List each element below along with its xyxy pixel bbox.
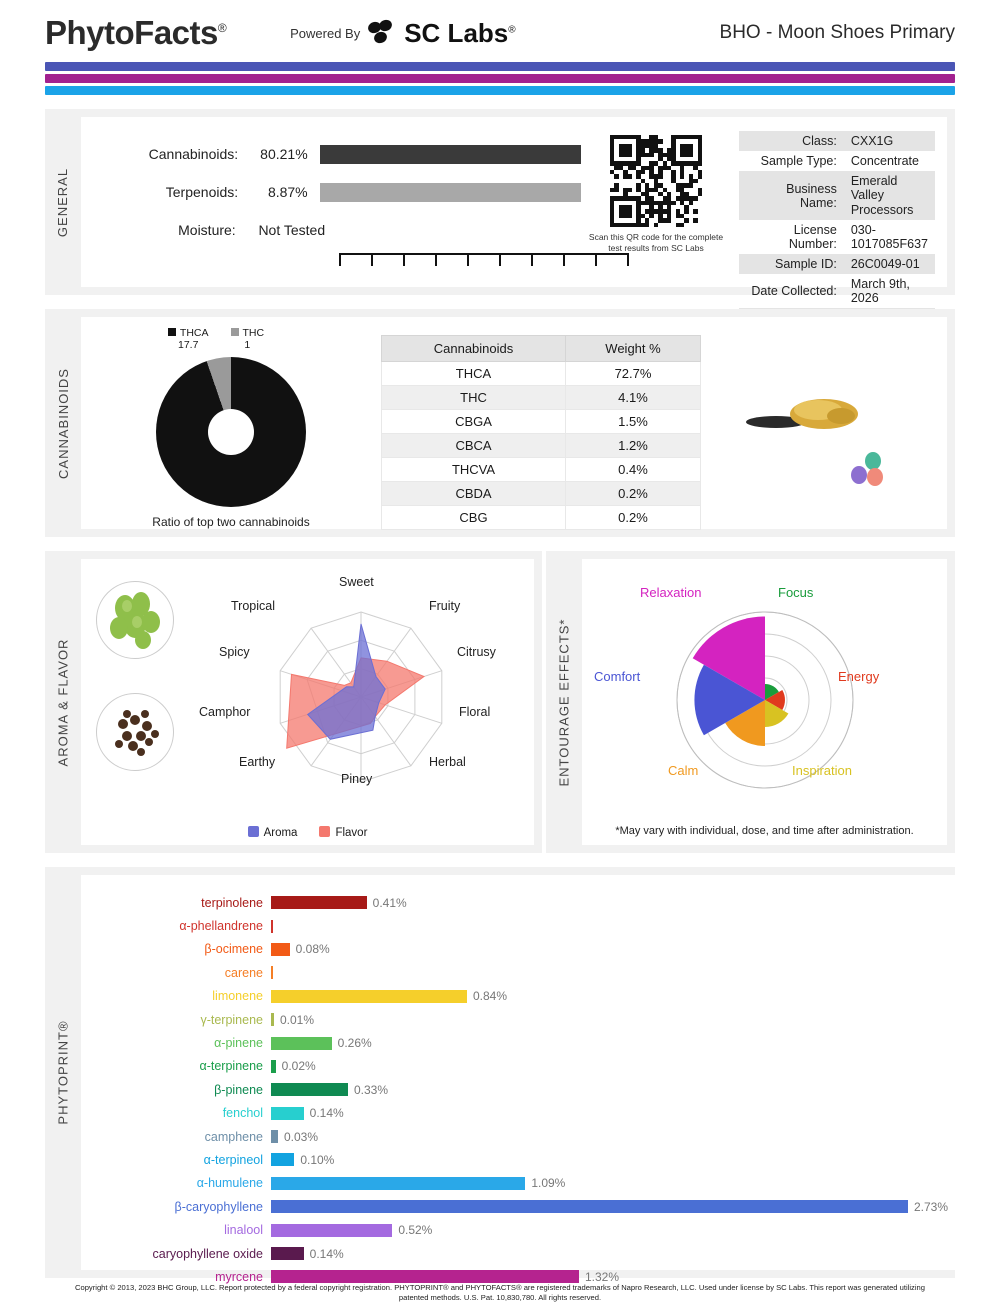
donut-legend-value: 17.7 — [177, 339, 199, 351]
phytoprint-row — [81, 985, 948, 1008]
general-panel-label — [45, 109, 81, 295]
info-key: License Number: — [788, 223, 837, 252]
phytoprint-value-label: 0.14% — [309, 1106, 344, 1121]
phytoprint-row — [81, 961, 948, 984]
entourage-label-inspiration: Inspiration — [792, 763, 852, 778]
cannabinoids-value: 80.21% — [260, 146, 308, 162]
cell-name: CBG — [382, 506, 566, 530]
donut-legend-label: THC — [242, 327, 265, 339]
donut-legend-thca — [168, 327, 209, 351]
stripe-3 — [45, 86, 955, 95]
phytoprint-value-label: 1.09% — [531, 1176, 566, 1191]
cannabinoid-ratio-chart — [81, 317, 381, 529]
color-stripes — [45, 62, 955, 95]
general-panel — [45, 109, 955, 306]
donut-legend — [51, 327, 381, 351]
phytoprint-bar — [271, 943, 290, 956]
cell-value: 72.7% — [566, 362, 701, 386]
phytoprint-bar — [271, 1153, 294, 1166]
phytoprint-bar — [271, 896, 367, 909]
legend-item-flavor — [319, 826, 367, 839]
footer-copyright: Copyright © 2013, 2023 BHC Group, LLC. Report protected by a federal copyright registration. PHYTOPRINT® and PHYTOFACTS® are registered trademarks of Napro Research, LLC. Used under license by SC Labs. This report was generated utilizing patented methods. U.S. Pat. 10,830,780. All rights reserved. — [75, 1282, 925, 1302]
phytoprint-row — [81, 914, 948, 937]
table-row — [739, 274, 935, 308]
cannabinoids-label-text: CANNABINOIDS — [55, 367, 71, 479]
cell-value: 0.2% — [566, 482, 701, 506]
cell-value: 4.1% — [566, 386, 701, 410]
general-bars — [81, 117, 581, 287]
legend-label-aroma: Aroma — [263, 827, 298, 839]
phytoprint-terpene-label: limonene — [212, 989, 263, 1004]
phytoprint-row — [81, 1055, 948, 1078]
phytoprint-terpene-label: α-pinene — [214, 1036, 263, 1051]
phytoprint-terpene-label: γ-terpinene — [200, 1012, 263, 1027]
general-row — [121, 215, 581, 245]
phytoprint-bar — [271, 966, 273, 979]
cannabinoids-table — [381, 335, 701, 530]
phytoprint-row — [81, 1242, 948, 1265]
phytoprint-bar — [271, 1130, 278, 1143]
phytoprint-row — [81, 1172, 948, 1195]
column-header-weight: Weight % — [566, 336, 701, 362]
table-header-row — [382, 336, 701, 362]
phytoprint-row — [81, 1031, 948, 1054]
radar-label-herbal: Herbal — [429, 755, 466, 769]
info-key: Date Collected: — [751, 284, 837, 299]
info-value: CXX1G — [844, 131, 935, 151]
entourage-label-energy: Energy — [838, 669, 880, 684]
phytoprint-bar — [271, 1060, 276, 1073]
entourage-panel-label — [546, 551, 582, 853]
table-row — [382, 410, 701, 434]
sample-info — [731, 117, 947, 306]
phytoprint-bar — [271, 1013, 274, 1026]
phytoprint-panel — [45, 867, 955, 1284]
general-row — [121, 139, 581, 169]
table-row — [382, 506, 701, 530]
donut-caption: Ratio of top two cannabinoids — [152, 515, 310, 529]
aroma-panel-label — [45, 551, 81, 853]
radar-label-floral: Floral — [459, 705, 491, 719]
phytoprint-bar — [271, 1270, 579, 1283]
aroma-radar-chart — [191, 577, 531, 817]
report-header — [45, 0, 955, 52]
radar-label-spicy: Spicy — [219, 645, 250, 659]
donut-legend-value: 1 — [244, 339, 251, 351]
concentrate-dab-image — [746, 392, 876, 434]
phytoprint-value-label: 0.26% — [337, 1036, 372, 1051]
cell-name: THCVA — [382, 458, 566, 482]
aroma-panel — [45, 551, 542, 853]
cannabinoids-bar — [320, 145, 581, 164]
legend-label-flavor: Flavor — [335, 827, 368, 839]
phytoprint-row — [81, 1148, 948, 1171]
phytoprint-bar — [271, 920, 273, 933]
cell-name: CBGA — [382, 410, 566, 434]
table-row — [739, 131, 935, 151]
phytoprint-terpene-label: β-caryophyllene — [174, 1199, 263, 1214]
cannabinoids-bar-wrap — [320, 145, 581, 164]
phytoprint-label-text: PHYTOPRINT® — [55, 1020, 71, 1125]
aroma-legend — [81, 826, 534, 839]
radar-label-tropical: Tropical — [231, 599, 275, 613]
phytoprint-value-label: 0.33% — [354, 1082, 389, 1097]
phytoprint-terpene-label: α-terpinene — [199, 1059, 263, 1074]
radar-label-fruity: Fruity — [429, 599, 461, 613]
donut-legend-label: THCA — [179, 327, 209, 339]
qr-cell — [698, 223, 702, 227]
hops-icon — [97, 582, 174, 659]
info-value: March 9th, 2026 — [850, 277, 910, 306]
terpenoids-label: Terpenoids: — [165, 184, 239, 200]
phytoprint-row — [81, 891, 948, 914]
phytoprint-row — [81, 1102, 948, 1125]
entourage-label-relaxation: Relaxation — [640, 585, 702, 600]
table-row — [739, 171, 935, 220]
color-dots-icon — [851, 452, 891, 486]
info-value: 26C0049-01 — [844, 254, 935, 274]
cell-name: CBCA — [382, 434, 566, 458]
radar-label-earthy: Earthy — [239, 755, 276, 769]
table-row — [382, 362, 701, 386]
general-body — [81, 117, 947, 306]
phytofacts-logo — [45, 14, 226, 52]
phytoprint-terpene-label: myrcene — [215, 1269, 263, 1284]
radar-label-piney: Piney — [341, 772, 373, 786]
phytoprint-value-label: 0.10% — [300, 1152, 335, 1167]
aroma-body — [81, 559, 534, 845]
phytoprint-row — [81, 1008, 948, 1031]
terpenoids-value: 8.87% — [267, 184, 308, 200]
info-key: Class: — [739, 131, 844, 151]
donut-chart — [156, 357, 306, 507]
phytoprint-row — [81, 1218, 948, 1241]
phytoprint-terpene-label: α-phellandrene — [179, 919, 263, 934]
hops-image — [96, 581, 174, 659]
phytoprint-value-label: 0.03% — [284, 1129, 319, 1144]
powered-by-label: Powered By — [290, 25, 361, 41]
peppercorn-image — [96, 693, 174, 771]
cell-value: 0.2% — [566, 506, 701, 530]
sclabs-mark-icon — [368, 20, 398, 46]
cell-name: THCA — [382, 362, 566, 386]
phytoprint-value-label: 0.52% — [398, 1223, 433, 1238]
table-row — [382, 458, 701, 482]
cell-name: CBDA — [382, 482, 566, 506]
table-row — [382, 434, 701, 458]
entourage-label-comfort: Comfort — [594, 669, 641, 684]
entourage-label-calm: Calm — [668, 763, 699, 778]
phytoprint-value-label: 0.14% — [309, 1246, 344, 1261]
sclabs-wordmark — [404, 18, 515, 49]
phytoprint-bar — [271, 1083, 348, 1096]
phytoprint-terpene-label: α-humulene — [196, 1176, 263, 1191]
general-label-text: GENERAL — [55, 167, 71, 237]
product-image-area — [701, 317, 947, 529]
table-row — [739, 254, 935, 274]
info-value: Emerald Valley Processors — [844, 171, 935, 220]
cell-value: 1.5% — [566, 410, 701, 434]
qr-caption: Scan this QR code for the complete test results from SC Labs — [588, 232, 724, 253]
entourage-label-text: ENTOURAGE EFFECTS* — [556, 617, 572, 787]
info-key: Sample ID: — [739, 254, 844, 274]
phytoprint-terpene-label: terpinolene — [201, 895, 263, 910]
phytoprint-bar — [271, 990, 467, 1003]
cannabinoids-body — [81, 317, 947, 529]
phytoprint-bar — [271, 1107, 304, 1120]
legend-item-aroma — [248, 826, 298, 839]
phytoprint-terpene-label: α-terpineol — [203, 1152, 263, 1167]
qr-code[interactable] — [610, 135, 702, 227]
cell-value: 0.4% — [566, 458, 701, 482]
cannabinoids-table-wrap — [381, 335, 701, 529]
sclabs-registered-mark: ® — [508, 23, 516, 35]
cannabinoids-panel — [45, 309, 955, 537]
phytoprint-body — [81, 875, 958, 1284]
entourage-label-focus: Focus — [778, 585, 814, 600]
phytoprint-terpene-label: camphene — [204, 1129, 263, 1144]
peppercorn-icon — [97, 694, 174, 771]
phytoprint-value-label: 2.73% — [914, 1199, 949, 1214]
phytoprint-value-label: 1.32% — [585, 1269, 620, 1284]
phytoprint-row — [81, 1125, 948, 1148]
donut-legend-thc — [231, 327, 265, 351]
phytoprint-bar — [271, 1224, 392, 1237]
moisture-value: Not Tested — [258, 222, 326, 238]
stripe-2 — [45, 74, 955, 83]
stripe-1 — [45, 62, 955, 71]
radar-label-citrusy: Citrusy — [457, 645, 496, 659]
phytoprint-terpene-label: β-pinene — [214, 1082, 263, 1097]
phytoprint-value-label: 0.84% — [473, 989, 508, 1004]
sclabs-text: SC Labs — [404, 17, 509, 48]
sclabs-logo — [368, 18, 515, 49]
radar-label-sweet: Sweet — [339, 575, 374, 589]
general-axis — [339, 253, 629, 267]
info-value: Concentrate — [850, 154, 919, 168]
radar-label-camphor: Camphor — [199, 705, 251, 719]
powered-by-block — [290, 18, 516, 49]
moisture-label: Moisture: — [178, 222, 236, 238]
phytoprint-terpene-label: linalool — [224, 1223, 263, 1238]
phytoprint-row — [81, 1195, 948, 1218]
phytoprint-terpene-label: fenchol — [222, 1106, 263, 1121]
info-key: Sample Type: — [760, 154, 837, 168]
logo-text: PhytoFacts — [45, 14, 218, 51]
phytoprint-row — [81, 1078, 948, 1101]
phytoprint-bar — [271, 1177, 525, 1190]
phytoprint-bar — [271, 1247, 304, 1260]
phytoprint-value-label: 0.01% — [280, 1012, 315, 1027]
cannabinoids-label: Cannabinoids: — [148, 146, 239, 162]
aroma-entourage-row — [45, 551, 955, 853]
info-value: 030-1017085F637 — [850, 223, 928, 252]
moisture-bar-wrap — [325, 221, 581, 240]
cell-value: 1.2% — [566, 434, 701, 458]
aroma-label-text: AROMA & FLAVOR — [55, 638, 71, 766]
entourage-body — [582, 559, 947, 845]
entourage-panel — [546, 551, 955, 853]
phytoprint-panel-label — [45, 867, 81, 1278]
general-row — [121, 177, 581, 207]
info-key: Business Name: — [739, 171, 844, 220]
sample-title: BHO - Moon Shoes Primary — [719, 22, 955, 43]
cell-name: THC — [382, 386, 566, 410]
phytoprint-terpene-label: caryophyllene oxide — [152, 1246, 263, 1261]
logo-registered-mark: ® — [217, 21, 227, 35]
phytoprint-terpene-label: carene — [224, 965, 263, 980]
phytoprint-row — [81, 938, 948, 961]
terpenoids-bar — [320, 183, 581, 202]
table-row — [739, 220, 935, 254]
table-row — [382, 386, 701, 410]
phytoprint-bar — [271, 1200, 908, 1213]
column-header-cannabinoids: Cannabinoids — [382, 336, 566, 362]
table-row — [739, 151, 935, 171]
entourage-note: *May vary with individual, dose, and time after administration. — [615, 825, 914, 837]
table-row — [382, 482, 701, 506]
phytoprint-bar — [271, 1037, 332, 1050]
phytoprint-value-label: 0.02% — [281, 1059, 316, 1074]
terpenoids-bar-wrap — [320, 183, 581, 202]
phytoprint-terpene-label: β-ocimene — [204, 942, 263, 957]
phytoprint-value-label: 0.08% — [295, 942, 330, 957]
phytoprint-value-label: 0.41% — [372, 895, 407, 910]
